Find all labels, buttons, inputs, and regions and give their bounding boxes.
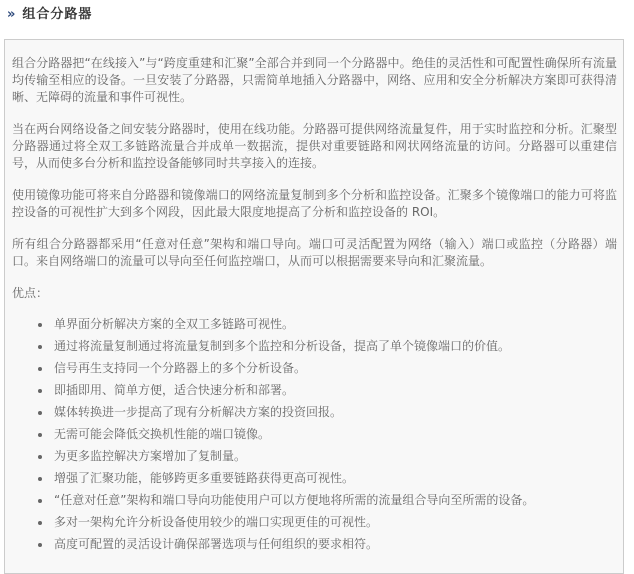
list-item: • “任意对任意”架构和端口导向功能使用户可以方便地将所需的流量组合导向至所需的设备。 bbox=[52, 492, 617, 509]
content-panel bbox=[4, 39, 624, 574]
list-item: • 无需可能会降低交换机性能的端口镜像。 bbox=[52, 426, 617, 443]
list-item: • 信号再生支持同一个分路器上的多个分析设备。 bbox=[52, 360, 617, 377]
list-item: • 通过将流量复制通过将流量复制到多个监控和分析设备，提高了单个镜像端口的价值。 bbox=[52, 338, 617, 355]
page-title-text: 组合分路器 bbox=[22, 7, 93, 22]
paragraph-overview: 组合分路器把“在线接入”与“跨度重建和汇聚”全部合并到同一个分路器中。绝佳的灵活性和可配置性确保所有流量均传输至相应的设备。一旦安装了分路器，只需简单地插入分路器中，网络、应用和安全分析解决方案即可获得清晰、无障碍的流量和事件可视性。 bbox=[12, 56, 617, 104]
list-item: • 增强了汇聚功能，能够跨更多重要链路获得更高可视性。 bbox=[52, 470, 617, 487]
list-item: • 多对一架构允许分析设备使用较少的端口实现更佳的可视性。 bbox=[52, 514, 617, 531]
page-title bbox=[7, 3, 92, 22]
list-item: • 即插即用、简单方便，适合快速分析和部署。 bbox=[52, 382, 617, 399]
list-item: • 媒体转换进一步提高了现有分析解决方案的投资回报。 bbox=[52, 404, 617, 421]
list-item: • 单界面分析解决方案的全双工多链路可视性。 bbox=[52, 316, 617, 333]
double-chevron-icon: » bbox=[7, 7, 17, 22]
paragraph-any-to-any: 所有组合分路器都采用“任意对任意”架构和端口导向。端口可灵活配置为网络（输入）端口或监控（分路器）端口。来自网络端口的流量可以导向至任何监控端口，从而可以根据需要来导向和汇聚流量。 bbox=[12, 237, 617, 268]
paragraph-inline-function: 当在两台网络设备之间安装分路器时，使用在线功能。分路器可提供网络流量复件，用于实时监控和分析。汇聚型分路器通过将全双工多链路流量合并成单一数据流，提供对重要链路和网状网络流量的访问。分路器可以重建信号，从而使多台分析和监控设备能够同时共享接入的连接。 bbox=[12, 122, 617, 170]
advantages-list bbox=[12, 316, 617, 553]
paragraph-mirror-function: 使用镜像功能可将来自分路器和镜像端口的网络流量复制到多个分析和监控设备。汇聚多个镜像端口的能力可将监控设备的可视性扩大到多个网段，因此最大限度地提高了分析和监控设备的 ROI。 bbox=[12, 188, 617, 219]
advantages-label: 优点： bbox=[12, 286, 49, 300]
list-item: • 为更多监控解决方案增加了复制量。 bbox=[52, 448, 617, 465]
list-item: • 高度可配置的灵活设计确保部署选项与任何组织的要求相符。 bbox=[52, 536, 617, 553]
